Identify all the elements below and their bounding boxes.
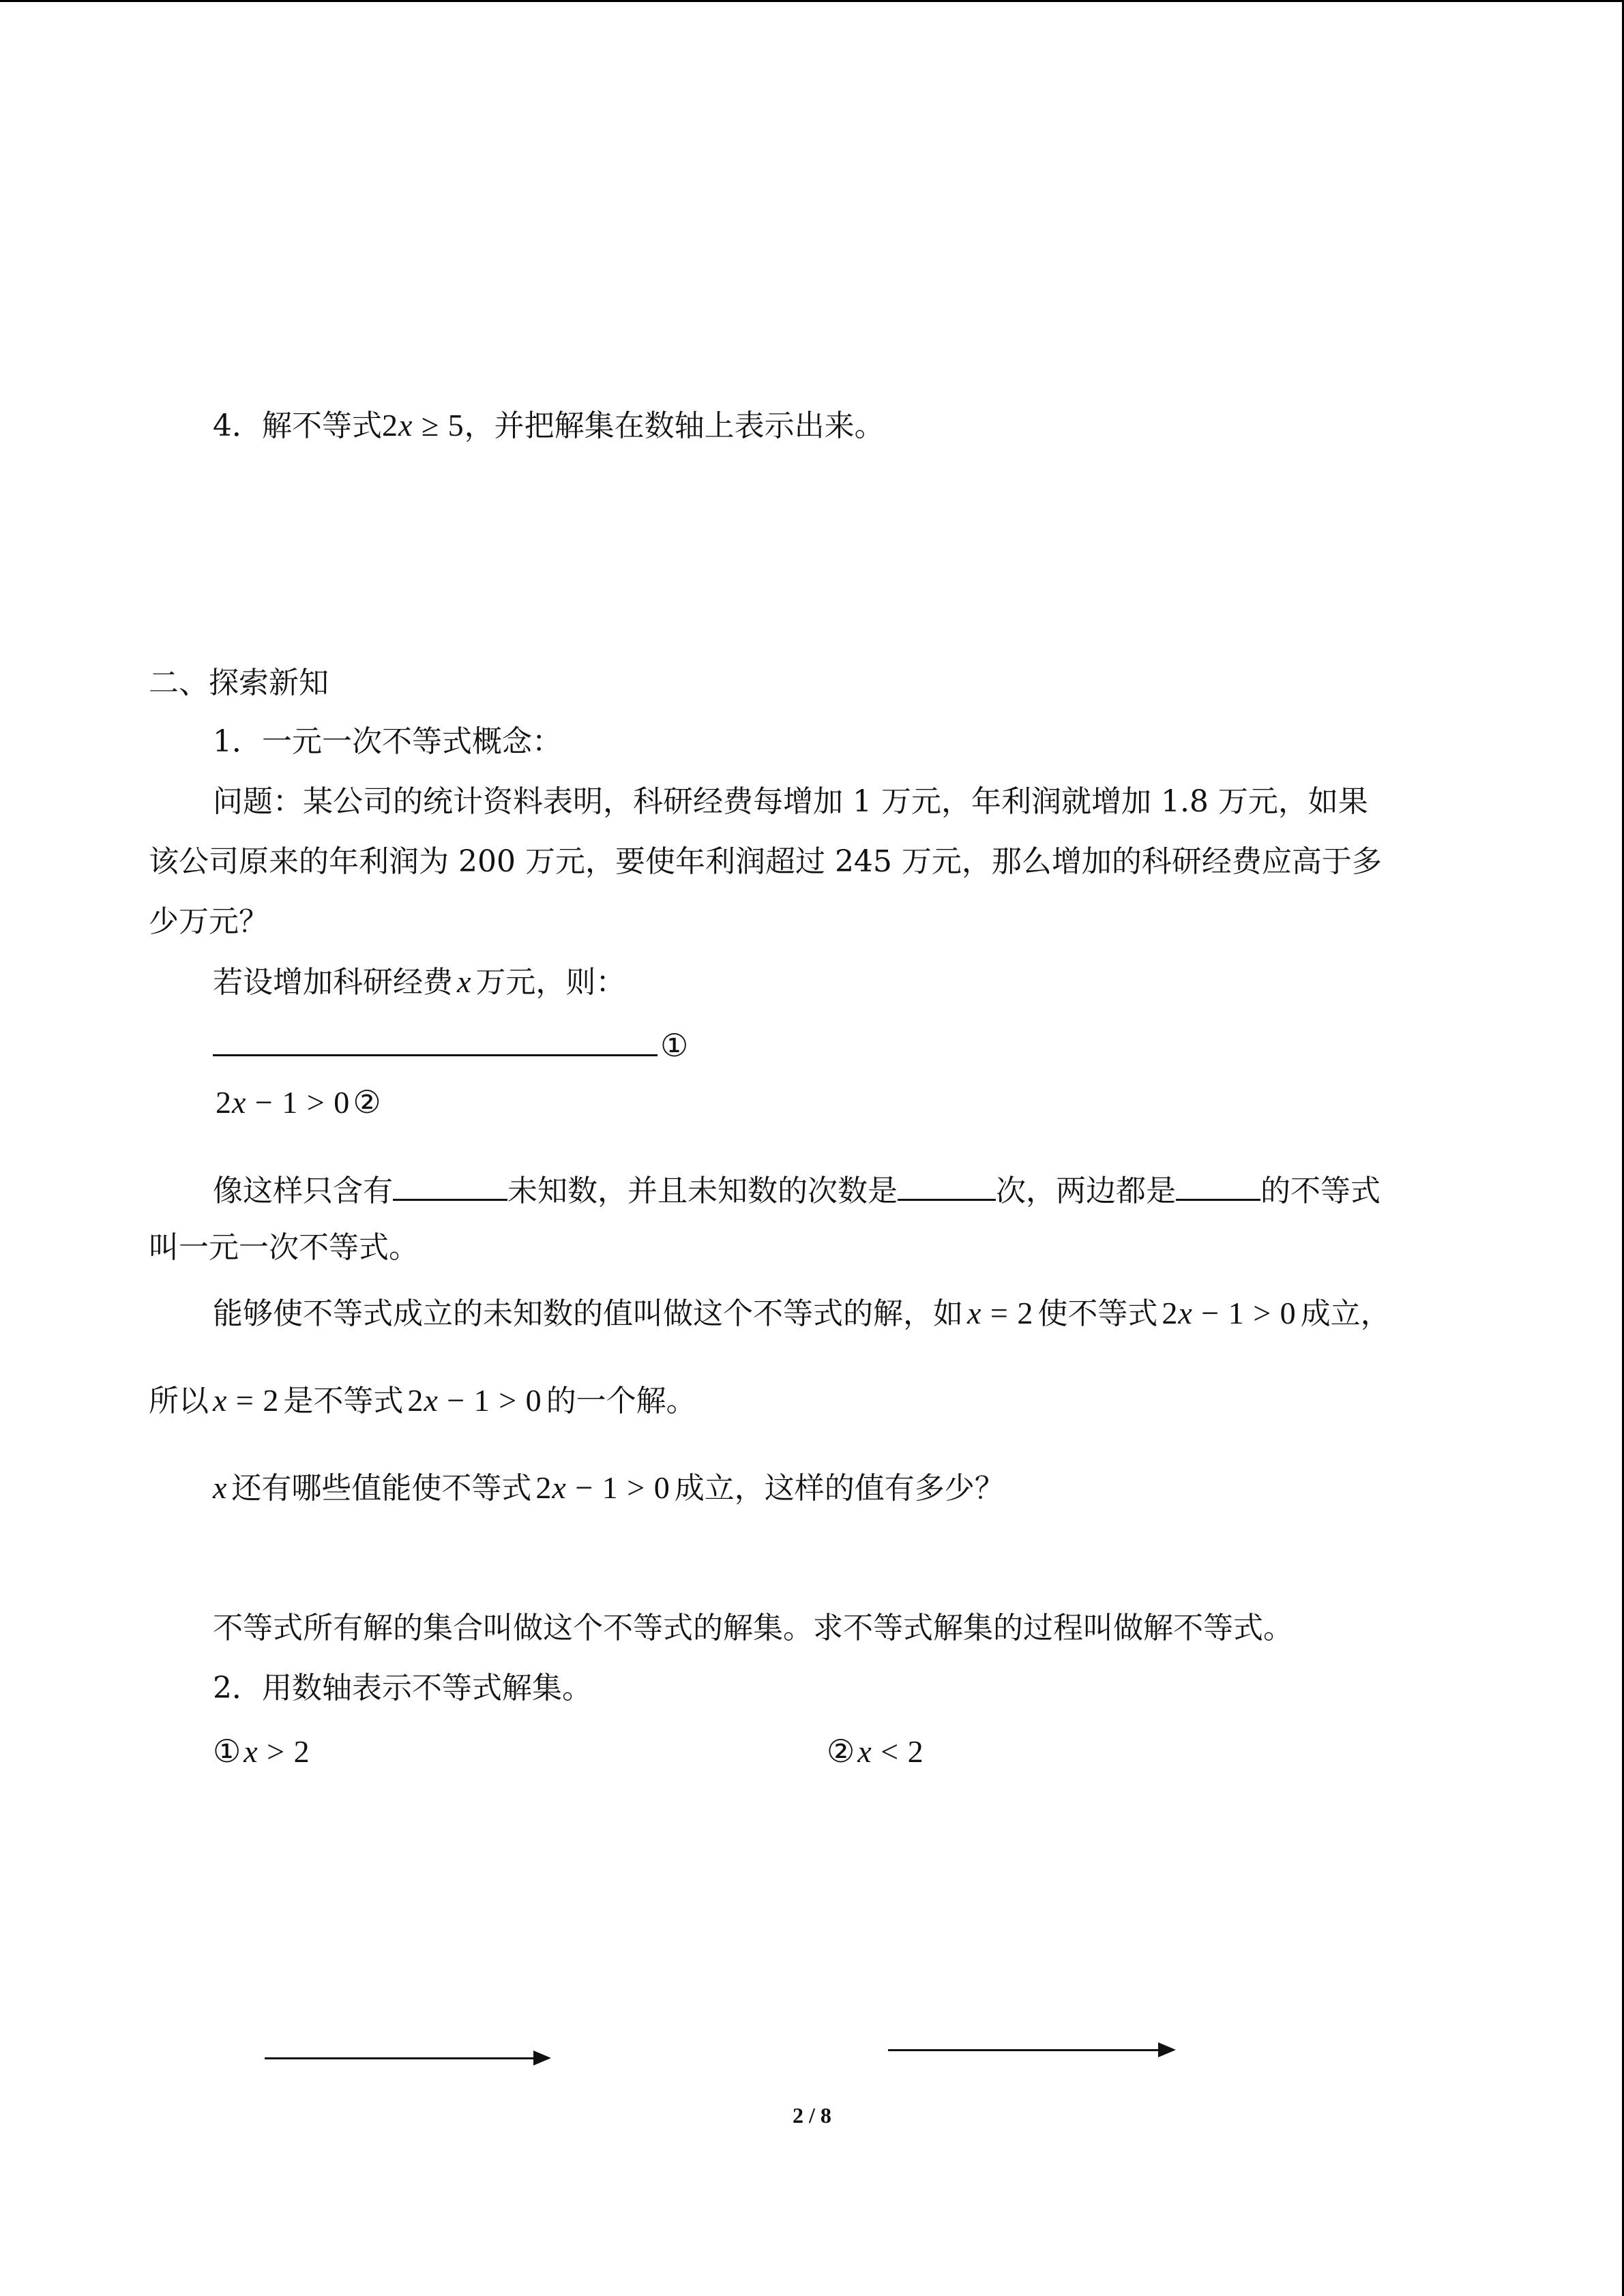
definition-line-2: 叫一元一次不等式。 (149, 1230, 419, 1265)
solution-set-definition: 不等式所有解的集合叫做这个不等式的解集。求不等式解集的过程叫做解不等式。 (213, 1611, 1293, 1645)
solution-line-2: 所以 x = 2 是不等式 2x − 1 > 0 的一个解。 (149, 1383, 696, 1418)
problem-line-1: 问题：某公司的统计资料表明，科研经费每增加 1 万元，年利润就增加 1.8 万元，如果 (213, 784, 1368, 819)
question-number: 4． (213, 408, 262, 443)
numberline-heading: 2．用数轴表示不等式解集。 (213, 1671, 592, 1705)
formula: 2x − 1 > 0 (1162, 1296, 1297, 1330)
circled-one: ① (213, 1733, 241, 1770)
problem-line-2: 该公司原来的年利润为 200 万元，要使年利润超过 245 万元，那么增加的科研经费应高于多 (149, 844, 1382, 879)
inequality-1-row (213, 1023, 688, 1067)
answer-blank[interactable] (898, 1167, 996, 1201)
formula: 2x − 1 > 0 (535, 1470, 670, 1505)
answer-blank[interactable] (213, 1023, 658, 1056)
formula: x = 2 (213, 1383, 280, 1418)
question-4 (213, 405, 885, 447)
answer-blank[interactable] (1176, 1167, 1260, 1201)
page-number: 2 / 8 (793, 2103, 831, 2128)
formula: x = 2 (967, 1296, 1034, 1330)
question-text: 解不等式 (262, 408, 382, 443)
answer-blank[interactable] (393, 1167, 507, 1201)
question-text-tail: ，并把解集在数轴上表示出来。 (464, 408, 885, 443)
inequality-2-row (216, 1082, 381, 1124)
question-line: x 还有哪些值能使不等式 2x − 1 > 0 成立，这样的值有多少？ (213, 1470, 1005, 1506)
formula: 2x − 1 > 0 (407, 1383, 542, 1418)
solution-line-1: 能够使不等式成立的未知数的值叫做这个不等式的解，如 x = 2 使不等式 2x − 1 > 0 成立， (213, 1296, 1391, 1331)
numberline-item-1 (213, 1731, 310, 1773)
formula: x < 2 (857, 1734, 924, 1769)
number-line-arrow-2 (888, 2049, 1173, 2051)
section-heading: 二、探索新知 (149, 666, 329, 700)
inequality-formula: 2x ≥ 5 (382, 408, 464, 443)
variable-x: x (457, 964, 472, 999)
circled-one: ① (660, 1027, 689, 1064)
assumption-line: 若设增加科研经费 x 万元，则： (213, 964, 626, 1000)
circled-two: ② (827, 1733, 855, 1770)
definition-line-1: 像这样只含有 未知数，并且未知数的次数是 次，两边都是 的不等式 (213, 1167, 1381, 1212)
problem-line-3: 少万元？ (149, 904, 269, 939)
numberline-item-2 (827, 1731, 924, 1773)
circled-two: ② (353, 1084, 381, 1120)
concept-heading: 1．一元一次不等式概念： (213, 724, 562, 759)
number-line-arrow-1 (265, 2057, 548, 2059)
variable-x: x (213, 1470, 228, 1505)
inequality-formula: 2x − 1 > 0 (216, 1085, 351, 1120)
formula: x > 2 (243, 1734, 310, 1769)
